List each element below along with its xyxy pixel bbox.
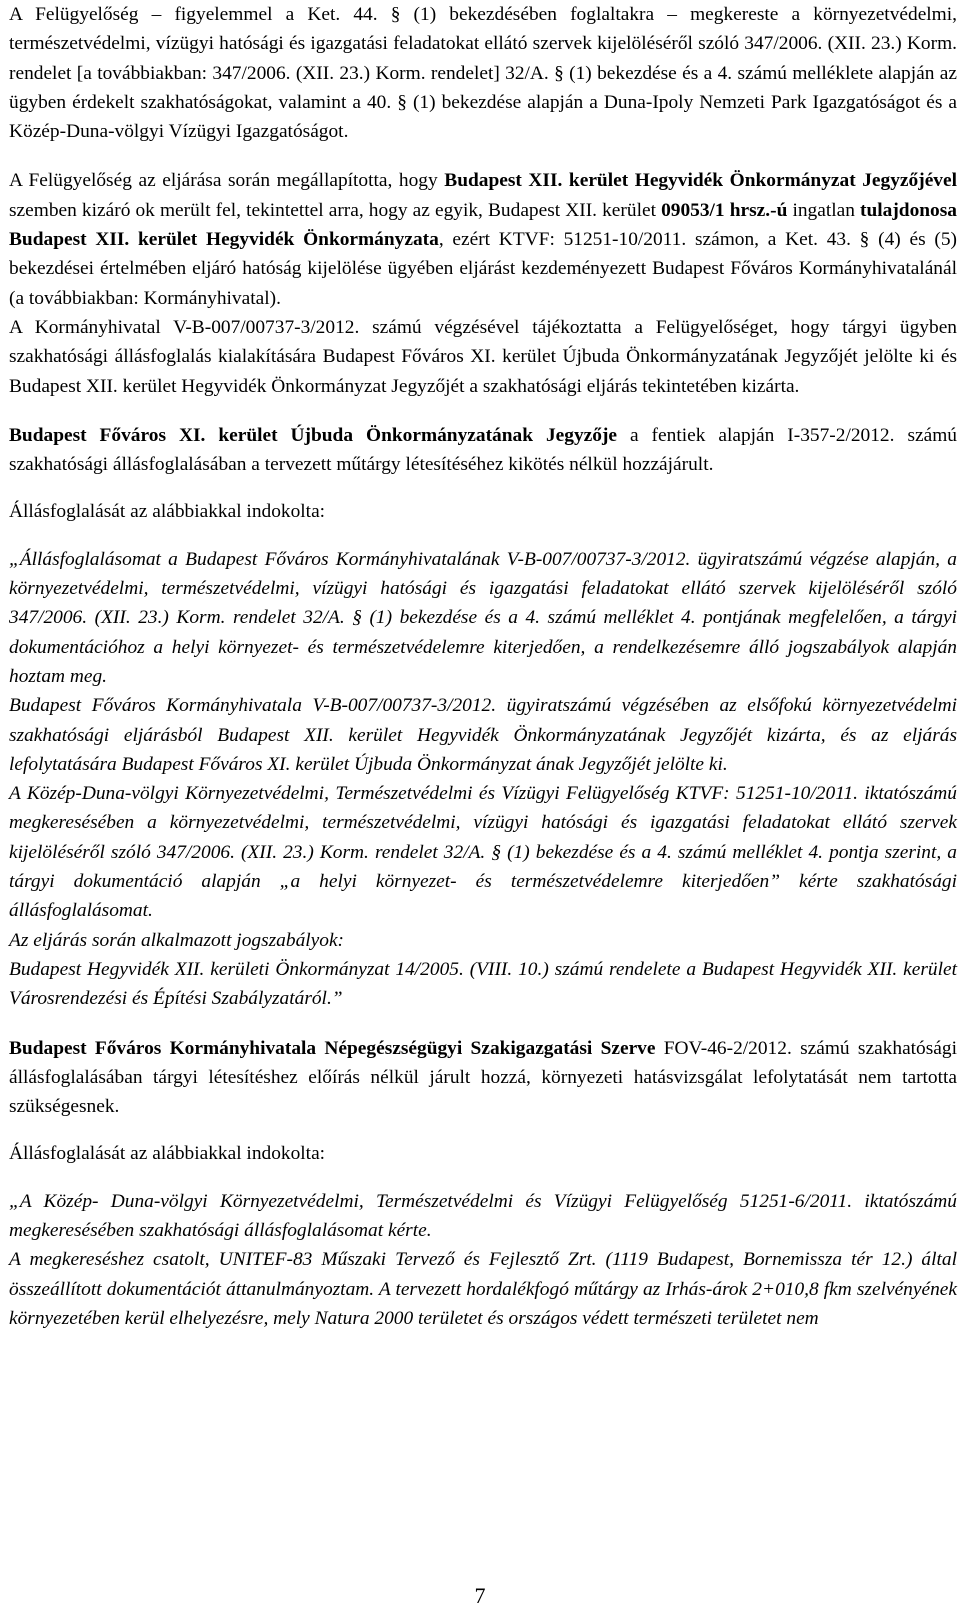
quote-paragraph: A megkereséshez csatolt, UNITEF-83 Műszaki Tervező és Fejlesztő Zrt. (1119 Budapest, Bornemissza tér 12.) által összeállított dokumentációt áttanulmányoztam. A tervezett hordalékfogó műtárgy az Irhás-árok 2+010,8 fkm szelvényének környezetében kerül elhelyezésre, mely Natura 2000 területet és országos védett természeti területet nem [9, 1249, 957, 1329]
paragraph-text: Állásfoglalását az alábbiakkal indokolta: [9, 1143, 326, 1165]
paragraph-public-health-authority [9, 1034, 957, 1122]
paragraph-text: a fentiek alapján I-357-2/2012. számú szakhatósági állásfoglalásában a tervezett műtárgy létesítéséhez kikötés nélkül hozzájárult. [9, 424, 957, 476]
quote-paragraph: „A Közép- Duna-völgyi Környezetvédelmi, Természetvédelmi és Vízügyi Felügyelőség 51251-6/2011. iktatószámú megkeresésében szakhatósági állásfoglalásomat kérte. [9, 1190, 957, 1241]
paragraph-ujbuda-clerk [9, 421, 957, 480]
paragraph-text: szemben kizáró ok merült fel, tekintettel arra, hogy az egyik, Budapest XII. kerület [9, 199, 662, 221]
quote-paragraph: Az eljárás során alkalmazott jogszabályok: [9, 929, 345, 951]
paragraph-government-office-order [9, 313, 957, 401]
bold-text: Budapest XII. kerület Hegyvidék Önkormányzat Jegyzőjével [444, 170, 957, 192]
paragraph-text: ingatlan [787, 199, 861, 221]
paragraph-text: A Felügyelőség az eljárása során megállapította, hogy [9, 170, 445, 192]
document-page [9, 0, 957, 1333]
paragraph-text: FOV-46-2/2012. számú szakhatósági állásfoglalásában tárgyi létesítéshez előírás nélkül járult hozzá, környezeti hatásvizsgálat lefolytatását nem tartotta szükségesnek. [9, 1037, 957, 1118]
quote-paragraph: Budapest Hegyvidék XII. kerületi Önkormányzat 14/2005. (VIII. 10.) számú rendelete a Budapest Hegyvidék XII. kerület Városrendezési és Építési Szabályzatáról.” [9, 958, 957, 1010]
quoted-reasoning-1 [9, 545, 957, 1014]
bold-text: Budapest Főváros XI. kerület Újbuda Önkormányzatának Jegyzője [9, 424, 618, 446]
quote-paragraph: A Közép-Duna-völgyi Környezetvédelmi, Természetvédelmi és Vízügyi Felügyelőség KTVF: 51251-10/2011. iktatószámú megkeresésében a környezetvédelmi, természetvédelmi, vízügyi hatósági és igazgatási feladatokat ellátó szervek kijelöléséről szóló 347/2006. (XII. 23.) Korm. rendelet 32/A. § (1) bekezdése és a 4. számú melléklet 4. pontja szerint, a tárgyi dokumentáció alapján „a helyi környezet- és természetvédelemre kiterjedően” kérte szakhatósági állásfoglalásomat. [9, 783, 957, 922]
paragraph-exclusion-finding [9, 166, 957, 312]
quote-paragraph: Budapest Főváros Kormányhivatala V-B-007/00737-3/2012. ügyiratszámú végzésében az elsőfokú környezetvédelmi szakhatósági eljárásból Budapest XII. kerület Hegyvidék Önkormányzatának Jegyzőjét kizárta, és az eljárás lefolytatására Budapest Főváros XI. kerület Újbuda Önkormányzat ának Jegyzőjét jelölte ki. [9, 695, 957, 775]
paragraph-designation-request [9, 0, 957, 146]
bold-text: 09053/1 hrsz.-ú [661, 199, 788, 221]
paragraph-reasoning-intro-2 [9, 1139, 957, 1168]
quote-paragraph: „Állásfoglalásomat a Budapest Főváros Kormányhivatalának V-B-007/00737-3/2012. ügyiratszámú végzése alapján, a környezetvédelmi, természetvédelmi, vízügyi hatósági és igazgatási feladatokat ellátó szervek kijelöléséről szóló 347/2006. (XII. 23.) Korm. rendelet 32/A. § (1) bekezdése és a 4. számú melléklet 4. pontjának megfelelően, a tárgyi dokumentációhoz a helyi környezet- és természetvédelemre kiterjedően, a rendelkezésemre álló jogszabályok alapján hoztam meg. [9, 548, 957, 687]
paragraph-text: A Kormányhivatal V-B-007/00737-3/2012. számú végzésével tájékoztatta a Felügyelőséget, hogy tárgyi ügyben szakhatósági állásfoglalás kialakítására Budapest Főváros XI. kerület Újbuda Önkormányzatának Jegyzőjét jelölte ki és Budapest XII. kerület Hegyvidék Önkormányzat Jegyzőjét a szakhatósági eljárás tekintetében kizárta. [9, 316, 957, 397]
paragraph-text: , ezért KTVF: 51251-10/2011. számon, a Ket. 43. § (4) és (5) bekezdései értelmében eljáró hatóság kijelölése ügyében eljárást kezdeményezett Budapest Főváros Kormányhivatalánál (a továbbiakban: Kormányhivatal). [9, 229, 957, 309]
bold-text: tulajdonosa Budapest XII. kerület Hegyvidék Önkormányzata [9, 199, 957, 251]
paragraph-text: A Felügyelőség – figyelemmel a Ket. 44. § (1) bekezdésében foglaltakra – megkereste a környezetvédelmi, természetvédelmi, vízügyi hatósági és igazgatási feladatokat ellátó szervek kijelöléséről szóló 347/2006. (XII. 23.) Korm. rendelet [a továbbiakban: 347/2006. (XII. 23.) Korm. rendelet] 32/A. § (1) bekezdése és a 4. számú melléklete alapján az ügyben érdekelt szakhatóságokat, valamint a 40. § (1) bekezdése alapján a Duna-Ipoly Nemzeti Park Igazgatóságot és a Közép-Duna-völgyi Vízügyi Igazgatóságot. [9, 4, 957, 143]
bold-text: Budapest Főváros Kormányhivatala Népegészségügyi Szakigazgatási Szerve [9, 1037, 656, 1059]
paragraph-reasoning-intro [9, 497, 957, 526]
paragraph-text: Állásfoglalását az alábbiakkal indokolta: [9, 501, 326, 523]
quoted-reasoning-2 [9, 1187, 957, 1333]
page-number: 7 [474, 1583, 486, 1608]
